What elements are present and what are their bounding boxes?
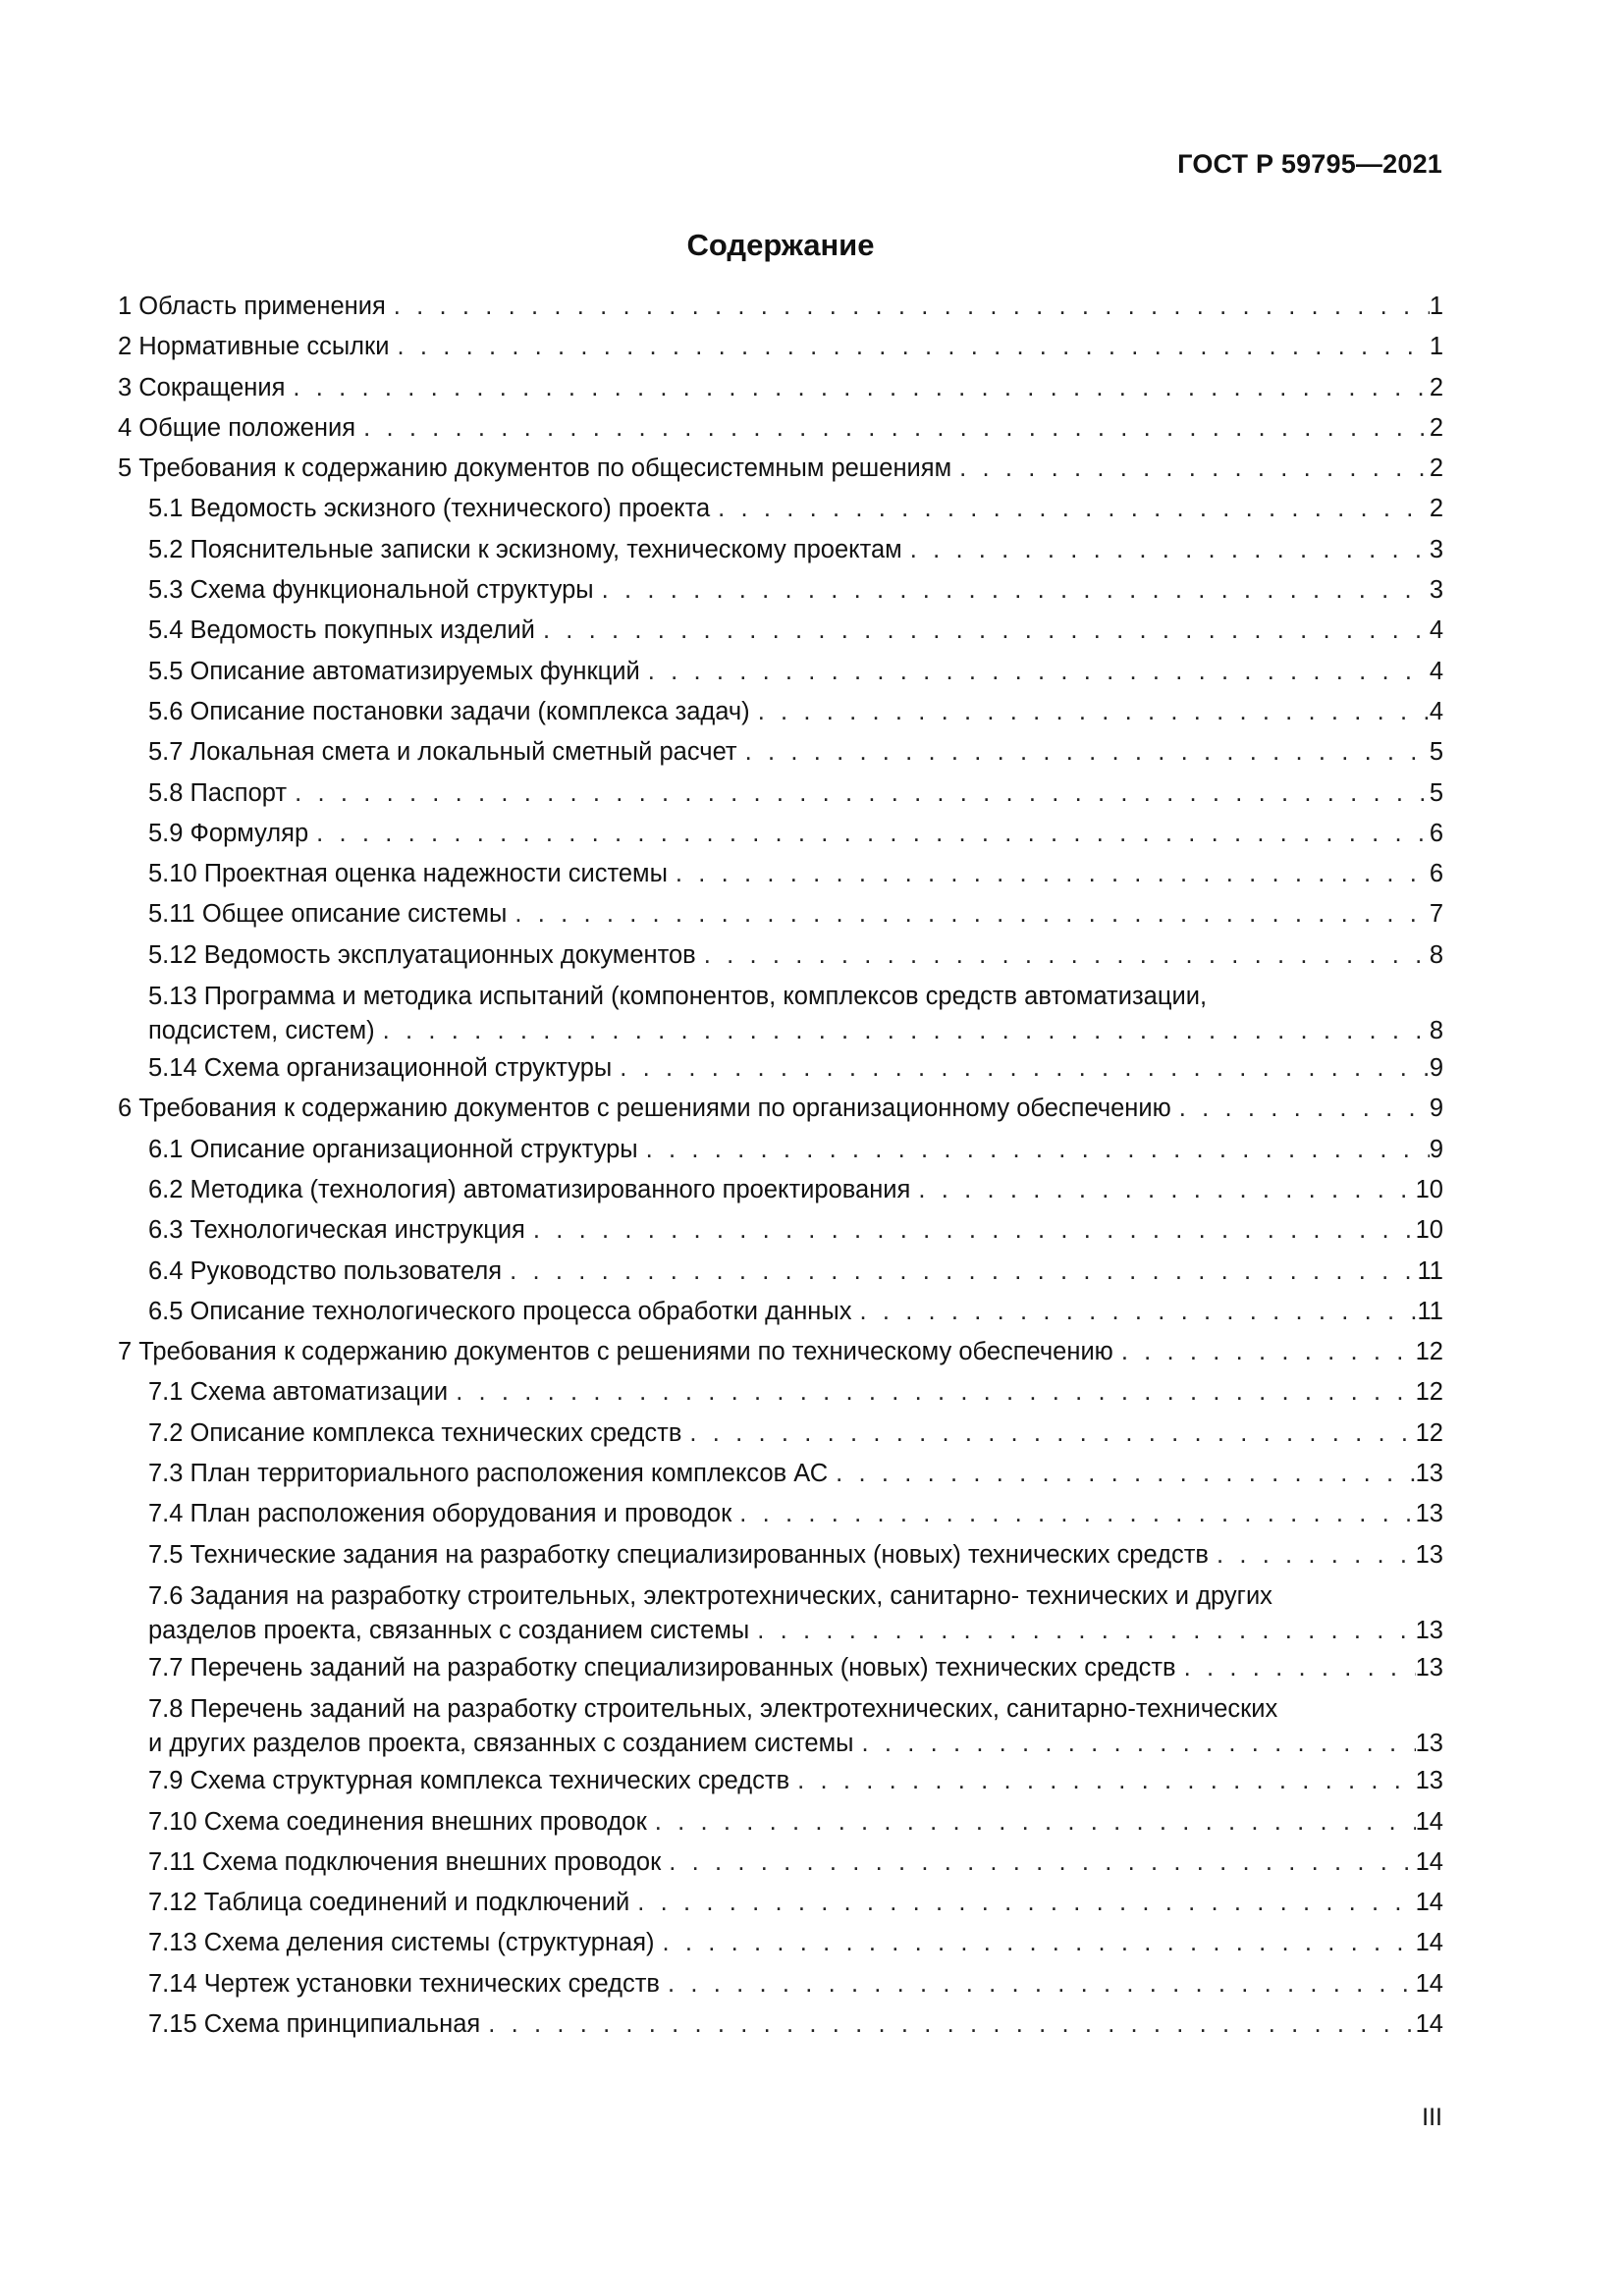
toc-entry[interactable]	[118, 1494, 1443, 1534]
dot-leader	[669, 1842, 1415, 1883]
dot-leader	[637, 1883, 1415, 1923]
toc-entry-text: 5 Требования к содержанию документов по общесистемным решениям	[118, 454, 952, 483]
page-title: Содержание	[686, 228, 875, 262]
toc-entry-text: 5.11 Общее описание системы	[148, 900, 508, 929]
toc-entry[interactable]	[118, 327, 1443, 367]
toc-entry-text: 7.6 Задания на разработку строительных, электротехнических, санитарно- технических и других	[148, 1581, 1272, 1610]
dot-leader	[510, 1252, 1417, 1292]
toc-entry[interactable]	[118, 1252, 1443, 1292]
standard-code: ГОСТ Р 59795—2021	[1177, 149, 1442, 179]
toc-entry[interactable]	[118, 408, 1443, 449]
dot-leader	[488, 2004, 1415, 2045]
dot-leader	[959, 449, 1430, 489]
toc-entry-text: 6.1 Описание организационной структуры	[148, 1135, 638, 1163]
toc-entry-text: 7.12 Таблица соединений и подключений	[148, 1889, 630, 1917]
toc-entry[interactable]	[118, 692, 1443, 732]
dot-leader	[316, 814, 1430, 854]
page-number: III	[1422, 2104, 1442, 2131]
toc-page-number: 8	[1429, 940, 1443, 969]
dot-leader	[797, 1761, 1416, 1801]
toc-entry[interactable]	[118, 894, 1443, 934]
toc-page-number: 13	[1415, 1653, 1443, 1682]
toc-entry[interactable]	[118, 935, 1443, 976]
toc-entry-text: 7.10 Схема соединения внешних проводок	[148, 1807, 647, 1836]
dot-leader	[533, 1210, 1416, 1251]
dot-leader	[718, 489, 1430, 529]
toc-page-number: 14	[1415, 1847, 1443, 1876]
toc-page-number: 13	[1415, 1460, 1443, 1488]
dot-leader	[663, 1923, 1416, 1963]
dot-leader	[383, 1014, 1430, 1048]
toc-entry[interactable]	[118, 1372, 1443, 1413]
dot-leader	[1179, 1089, 1430, 1129]
toc-page-number: 12	[1415, 1418, 1443, 1447]
toc-entry[interactable]	[118, 1454, 1443, 1494]
toc-page-number: 13	[1415, 1767, 1443, 1795]
dot-leader	[836, 1454, 1415, 1494]
toc-entry[interactable]	[118, 976, 1443, 1048]
toc-page-number: 6	[1429, 860, 1443, 888]
toc-page-number: 4	[1429, 616, 1443, 645]
toc-entry-text: 5.5 Описание автоматизируемых функций	[148, 657, 640, 685]
toc-entry[interactable]	[118, 1761, 1443, 1801]
toc-entry[interactable]	[118, 1535, 1443, 1575]
dot-leader	[543, 611, 1430, 651]
toc-entry[interactable]	[118, 287, 1443, 327]
dot-leader	[745, 732, 1430, 773]
toc-entry-text: 7.13 Схема деления системы (структурная)	[148, 1929, 655, 1957]
toc-entry[interactable]	[118, 1923, 1443, 1963]
toc-entry-text: 6.4 Руководство пользователя	[148, 1256, 503, 1285]
toc-entry-text: 7.15 Схема принципиальная	[148, 2009, 481, 2038]
toc-entry-text: 4 Общие положения	[118, 413, 356, 442]
toc-entry[interactable]	[118, 814, 1443, 854]
toc-entry-text: 5.12 Ведомость эксплуатационных документов	[148, 940, 696, 969]
toc-entry[interactable]	[118, 1048, 1443, 1089]
dot-leader	[739, 1494, 1415, 1534]
toc-page-number: 6	[1429, 819, 1443, 847]
toc-entry[interactable]	[118, 570, 1443, 611]
toc-page-number: 9	[1429, 1095, 1443, 1123]
dot-leader	[646, 1130, 1430, 1170]
toc-entry[interactable]	[118, 1130, 1443, 1170]
toc-page-number: 14	[1415, 1929, 1443, 1957]
toc-page-number: 4	[1429, 657, 1443, 685]
dot-leader	[648, 652, 1430, 692]
dot-leader	[620, 1048, 1430, 1089]
toc-entry-text: 7.8 Перечень заданий на разработку строительных, электротехнических, санитарно-технических	[148, 1695, 1278, 1724]
toc-page-number: 11	[1417, 1297, 1443, 1325]
dot-leader	[295, 774, 1430, 814]
toc-page-number: 12	[1415, 1338, 1443, 1366]
toc-entry-text: 6.5 Описание технологического процесса обработки данных	[148, 1297, 852, 1325]
toc-entry-text: 5.9 Формуляр	[148, 819, 309, 847]
toc-page-number: 4	[1429, 697, 1443, 725]
toc-page-number: 9	[1429, 1054, 1443, 1083]
toc-page-number: 14	[1415, 1807, 1443, 1836]
toc-page-number: 12	[1415, 1378, 1443, 1407]
dot-leader	[655, 1802, 1416, 1842]
toc-entry-text: 5.10 Проектная оценка надежности системы	[148, 860, 668, 888]
table-of-contents	[118, 287, 1443, 2045]
toc-entry-text: 5.3 Схема функциональной структуры	[148, 576, 594, 605]
toc-entry[interactable]	[118, 652, 1443, 692]
toc-entry[interactable]	[118, 2004, 1443, 2045]
dot-leader	[689, 1414, 1415, 1454]
toc-entry-text: 7.7 Перечень заданий на разработку специализированных (новых) технических средств	[148, 1653, 1176, 1682]
toc-entry-text: 7 Требования к содержанию документов с решениями по техническому обеспечению	[118, 1338, 1113, 1366]
toc-page-number: 9	[1429, 1135, 1443, 1163]
dot-leader	[859, 1292, 1417, 1332]
dot-leader	[668, 1964, 1416, 2004]
dot-leader	[918, 1170, 1415, 1210]
toc-entry-text: 5.14 Схема организационной структуры	[148, 1054, 613, 1083]
toc-entry[interactable]	[118, 368, 1443, 408]
dot-leader	[1121, 1332, 1416, 1372]
toc-entry[interactable]	[118, 449, 1443, 489]
toc-page-number: 7	[1429, 900, 1443, 929]
dot-leader	[676, 854, 1430, 894]
dot-leader	[514, 894, 1429, 934]
toc-page-number: 1	[1429, 293, 1443, 320]
toc-page-number: 13	[1415, 1540, 1443, 1569]
toc-entry[interactable]	[118, 1802, 1443, 1842]
dot-leader	[1217, 1535, 1416, 1575]
dot-leader	[456, 1372, 1415, 1413]
toc-entry[interactable]	[118, 1648, 1443, 1688]
toc-page-number: 11	[1417, 1256, 1443, 1285]
toc-entry-text-continued: подсистем, систем)	[148, 1017, 375, 1045]
toc-entry-text: 7.9 Схема структурная комплекса технических средств	[148, 1767, 790, 1795]
toc-page-number: 13	[1415, 1616, 1443, 1644]
toc-page-number: 13	[1415, 1730, 1443, 1758]
dot-leader	[704, 935, 1430, 976]
toc-entry-text: 5.8 Паспорт	[148, 778, 288, 807]
toc-entry-text: 7.3 План территориального расположения комплексов АС	[148, 1460, 829, 1488]
toc-entry-text-continued: разделов проекта, связанных с созданием системы	[148, 1616, 750, 1644]
toc-entry[interactable]	[118, 1292, 1443, 1332]
toc-entry-text: 6 Требования к содержанию документов с решениями по организационному обеспечению	[118, 1095, 1171, 1123]
toc-page-number: 3	[1429, 576, 1443, 605]
dot-leader	[394, 287, 1430, 327]
toc-entry-text: 6.3 Технологическая инструкция	[148, 1216, 525, 1245]
toc-entry[interactable]	[118, 1414, 1443, 1454]
toc-page-number: 2	[1429, 373, 1443, 401]
toc-page-number: 8	[1429, 1017, 1443, 1045]
toc-entry-text: 7.1 Схема автоматизации	[148, 1378, 449, 1407]
toc-entry[interactable]	[118, 854, 1443, 894]
toc-entry-text: 7.14 Чертеж установки технических средств	[148, 1969, 660, 1998]
toc-entry-text: 7.2 Описание комплекса технических средств	[148, 1418, 682, 1447]
toc-page-number: 10	[1415, 1175, 1443, 1203]
toc-entry-text: 3 Сокращения	[118, 373, 286, 401]
toc-entry[interactable]	[118, 1170, 1443, 1210]
toc-entry-text: 5.1 Ведомость эскизного (технического) проекта	[148, 495, 711, 523]
toc-page-number: 1	[1429, 333, 1443, 361]
toc-entry-text: 6.2 Методика (технология) автоматизированного проектирования	[148, 1175, 911, 1203]
toc-entry-text: 5.6 Описание постановки задачи (комплекса задач)	[148, 697, 750, 725]
toc-page-number: 13	[1415, 1500, 1443, 1528]
dot-leader	[397, 327, 1429, 367]
toc-page-number: 14	[1415, 1969, 1443, 1998]
toc-page-number: 5	[1429, 778, 1443, 807]
toc-entry-text: 5.2 Пояснительные записки к эскизному, техническому проектам	[148, 535, 902, 563]
dot-leader	[602, 570, 1430, 611]
toc-entry[interactable]	[118, 1575, 1443, 1648]
toc-entry[interactable]	[118, 732, 1443, 773]
dot-leader	[758, 692, 1430, 732]
toc-entry[interactable]	[118, 1842, 1443, 1883]
toc-entry[interactable]	[118, 1688, 1443, 1761]
toc-page-number: 2	[1429, 413, 1443, 442]
toc-entry[interactable]	[118, 1964, 1443, 2004]
toc-entry[interactable]	[118, 774, 1443, 814]
toc-entry-text: 7.4 План расположения оборудования и проводок	[148, 1500, 732, 1528]
toc-entry-text: 5.13 Программа и методика испытаний (компонентов, комплексов средств автоматизации,	[148, 983, 1208, 1011]
dot-leader	[910, 530, 1430, 570]
toc-page-number: 3	[1429, 535, 1443, 563]
toc-page-number: 14	[1415, 1889, 1443, 1917]
toc-entry-text: 5.4 Ведомость покупных изделий	[148, 616, 535, 645]
dot-leader	[861, 1727, 1415, 1761]
toc-page-number: 10	[1415, 1216, 1443, 1245]
toc-entry[interactable]	[118, 1332, 1443, 1372]
toc-entry-text: 2 Нормативные ссылки	[118, 333, 390, 361]
dot-leader	[757, 1614, 1415, 1648]
toc-entry[interactable]	[118, 1210, 1443, 1251]
toc-entry[interactable]	[118, 1089, 1443, 1129]
toc-entry-text: 1 Область применения	[118, 293, 386, 320]
toc-entry[interactable]	[118, 530, 1443, 570]
toc-entry[interactable]	[118, 611, 1443, 651]
dot-leader	[1184, 1648, 1416, 1688]
toc-entry-text: 5.7 Локальная смета и локальный сметный расчет	[148, 738, 737, 767]
toc-entry-text: 7.11 Схема подключения внешних проводок	[148, 1847, 662, 1876]
toc-page-number: 2	[1429, 454, 1443, 483]
toc-page-number: 2	[1429, 495, 1443, 523]
toc-page-number: 5	[1429, 738, 1443, 767]
toc-entry[interactable]	[118, 1883, 1443, 1923]
toc-entry[interactable]	[118, 489, 1443, 529]
toc-page-number: 14	[1415, 2009, 1443, 2038]
dot-leader	[293, 368, 1429, 408]
toc-entry-text: 7.5 Технические задания на разработку специализированных (новых) технических средств	[148, 1540, 1209, 1569]
dot-leader	[363, 408, 1430, 449]
toc-entry-text-continued: и других разделов проекта, связанных с созданием системы	[148, 1730, 854, 1758]
